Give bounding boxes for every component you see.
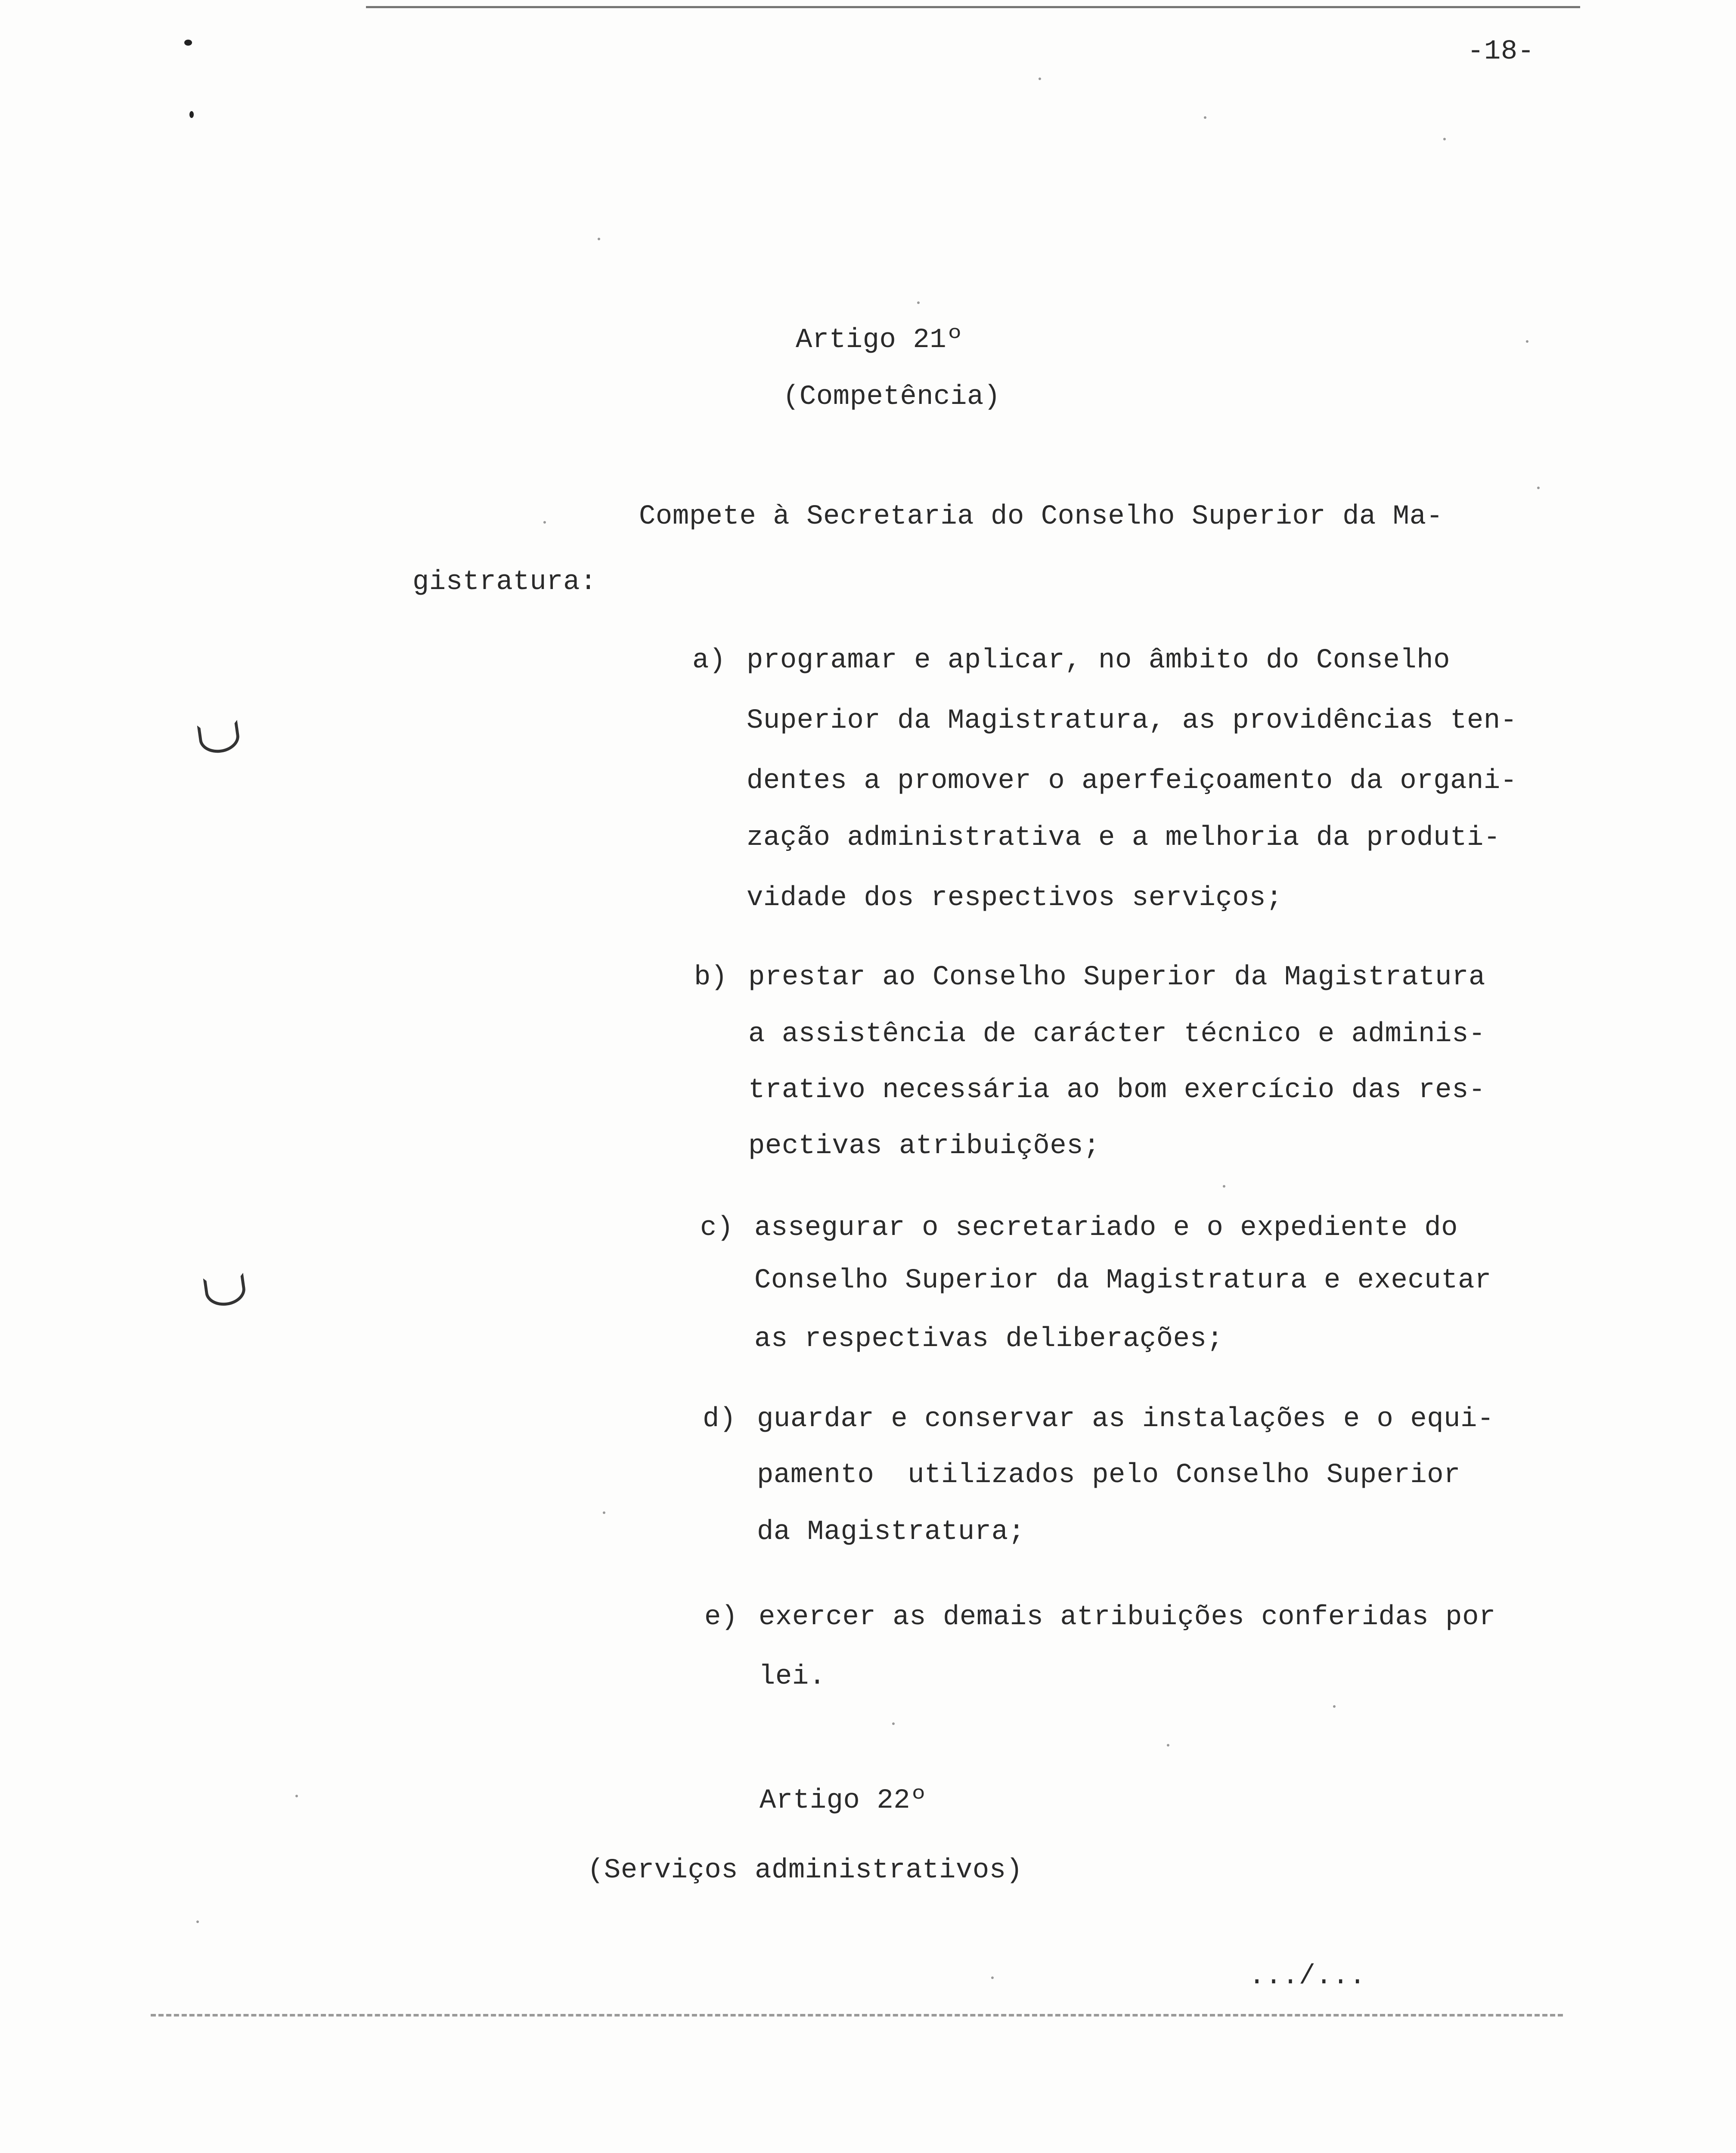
item-e-marker: e) — [704, 1602, 738, 1633]
scan-speck — [1526, 340, 1528, 343]
scan-speck — [1333, 1705, 1336, 1708]
margin-mark — [184, 40, 192, 46]
scan-speck — [543, 521, 546, 524]
article-21-heading: Artigo 21º — [796, 325, 964, 356]
item-b-line: prestar ao Conselho Superior da Magistratura — [748, 962, 1485, 993]
intro-line-2: gistratura: — [412, 567, 597, 598]
scan-speck — [196, 1920, 199, 1923]
item-d-line: guardar e conservar as instalações e o equi- — [757, 1404, 1494, 1435]
scan-speck — [917, 301, 920, 304]
scan-speck — [991, 1976, 994, 1979]
item-a-marker: a) — [692, 645, 726, 676]
item-e-line: lei. — [759, 1661, 826, 1692]
scan-speck — [1204, 116, 1206, 119]
item-c-marker: c) — [700, 1213, 734, 1244]
item-c-line: assegurar o secretariado e o expediente do — [754, 1213, 1458, 1244]
item-b-marker: b) — [694, 962, 728, 993]
item-e-line: exercer as demais atribuições conferidas por — [759, 1602, 1496, 1633]
scan-speck — [1537, 487, 1540, 489]
page-number: -18- — [1467, 36, 1534, 67]
item-a-line: vidade dos respectivos serviços; — [747, 883, 1283, 914]
item-b-line: a assistência de carácter técnico e adminis- — [748, 1019, 1485, 1050]
top-rule — [366, 6, 1580, 8]
article-22-heading: Artigo 22º — [760, 1785, 927, 1816]
margin-mark — [189, 111, 194, 118]
item-b-line: trativo necessária ao bom exercício das res- — [748, 1075, 1485, 1106]
scan-speck — [295, 1795, 298, 1797]
intro-line-1: Compete à Secretaria do Conselho Superior da Ma- — [639, 501, 1443, 532]
scan-speck — [603, 1511, 605, 1514]
item-d-line: da Magistratura; — [757, 1517, 1025, 1548]
scan-speck — [1443, 138, 1446, 140]
item-c-line: as respectivas deliberações; — [754, 1324, 1224, 1355]
item-a-line: Superior da Magistratura, as providências ten- — [747, 705, 1517, 736]
item-c-line: Conselho Superior da Magistratura e executar — [754, 1265, 1491, 1296]
item-d-line: pamento utilizados pelo Conselho Superior — [757, 1460, 1461, 1491]
item-a-line: zação administrativa e a melhoria da produti- — [747, 822, 1500, 853]
item-d-marker: d) — [703, 1404, 736, 1435]
item-b-line: pectivas atribuições; — [748, 1131, 1100, 1162]
item-a-line: programar e aplicar, no âmbito do Conselho — [747, 645, 1451, 676]
item-a-line: dentes a promover o aperfeiçoamento da organi- — [747, 766, 1517, 797]
scan-speck — [1223, 1185, 1225, 1188]
scan-speck — [892, 1722, 895, 1725]
bottom-rule — [151, 2014, 1563, 2016]
continuation-marker: .../... — [1249, 1961, 1366, 1992]
article-22-subheading: (Serviços administrativos) — [587, 1855, 1023, 1886]
punch-hole-mark — [197, 720, 242, 755]
article-21-subheading: (Competência) — [783, 382, 1001, 413]
scan-speck — [1167, 1744, 1169, 1747]
punch-hole-mark — [203, 1273, 248, 1308]
scan-speck — [598, 238, 600, 240]
scan-speck — [1038, 78, 1041, 80]
